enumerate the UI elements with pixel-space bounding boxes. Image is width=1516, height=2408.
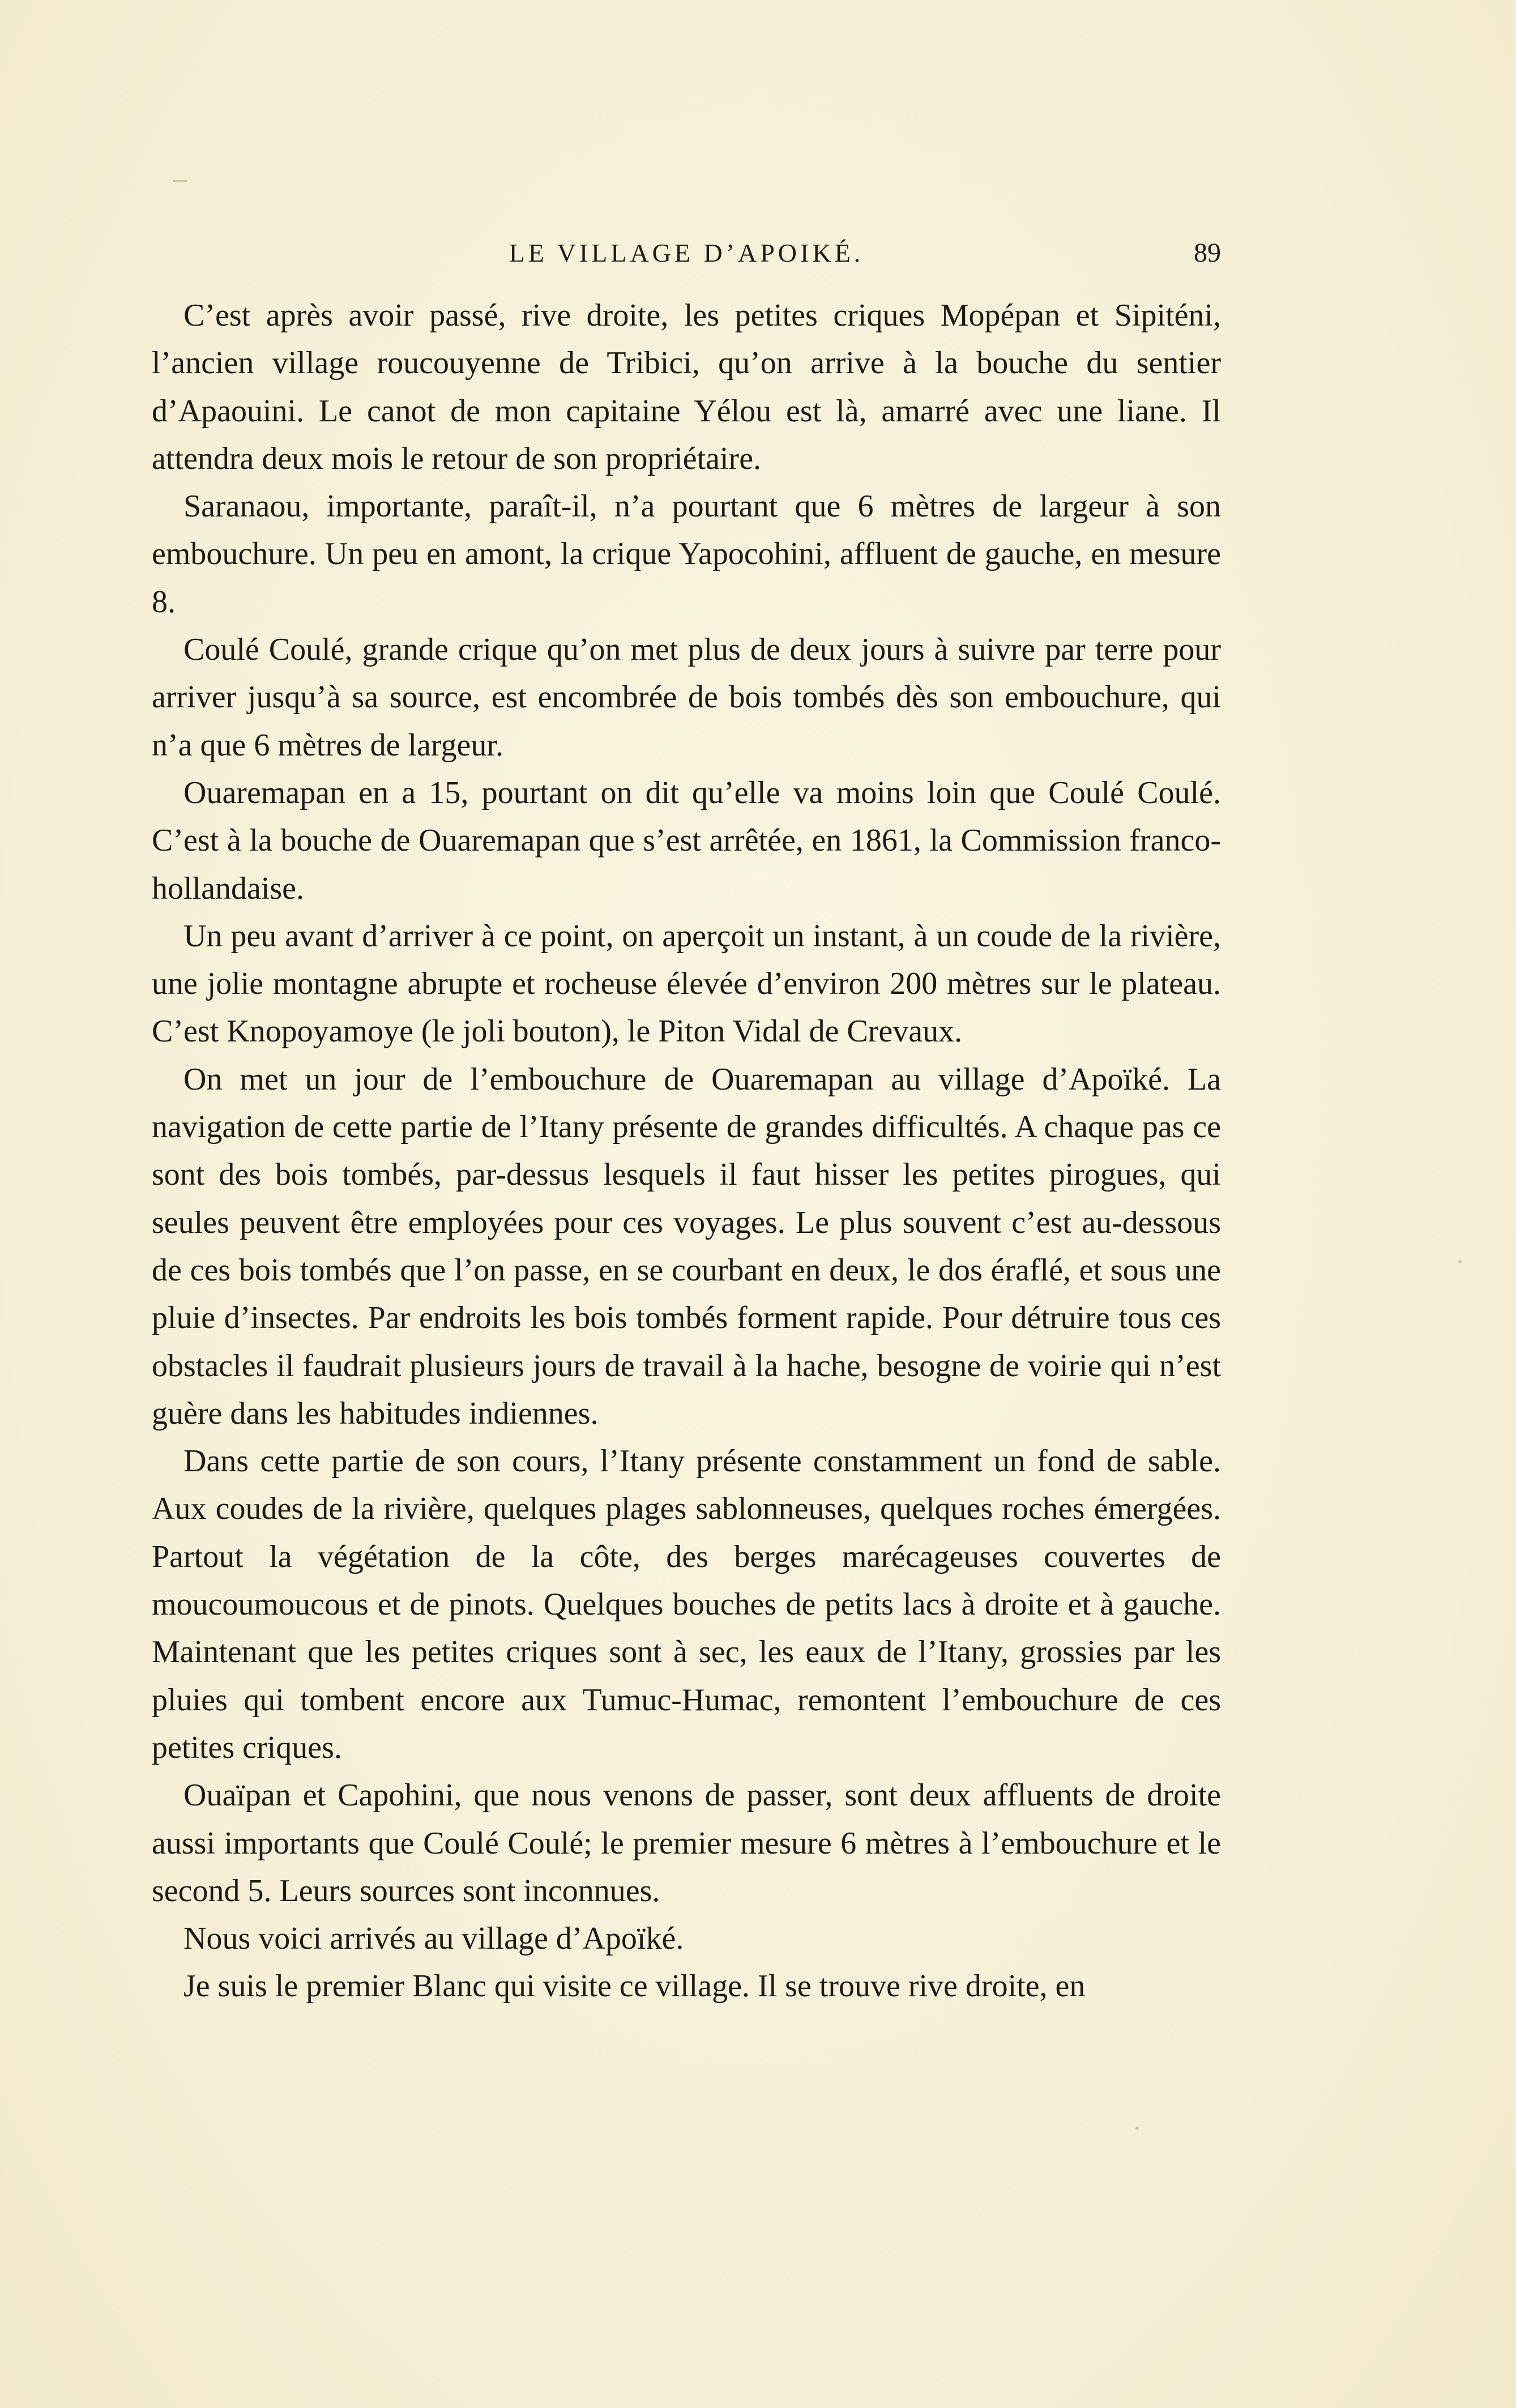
paragraph: On met un jour de l’embouchure de Ouaremapan au village d’Apoïké. La navigation de cette partie de l’Itany présente de grandes difficultés. A chaque pas ce sont des bois tombés, par-dessus lesquels il faut hisser les petites pirogues, qui seules peuvent être employées pour ces voyages. Le plus souvent c’est au-dessous de ces bois tombés que l’on passe, en se courbant en deux, le dos éraflé, et sous une pluie d’insectes. Par endroits les bois tombés forment rapide. Pour détruire tous ces obstacles il faudrait plusieurs jours de travail à la hache, besogne de voirie qui n’est guère dans les habitudes indiennes. (152, 1061, 1221, 1431)
paragraph: Nous voici arrivés au village d’Apoïké. (183, 1921, 684, 1957)
paragraph: Coulé Coulé, grande crique qu’on met plus de deux jours à suivre par terre pour arriver jusqu’à sa source, est encombrée de bois tombés dès son embouchure, qui n’a que 6 mètres de largeur. (152, 632, 1221, 763)
margin-mark (1458, 1260, 1462, 1263)
paragraph: Ouaremapan en a 15, pourtant on dit qu’elle va moins loin que Coulé Coulé. C’est à la bouche de Ouaremapan que s’est arrêtée, en 1861, la Commission franco-hollandaise. (152, 775, 1221, 906)
body-text (152, 292, 1221, 2010)
paragraph: Saranaou, importante, paraît-il, n’a pourtant que 6 mètres de largeur à son embouchure. Un peu en amont, la crique Yapocohini, affluent de gauche, en mesure 8. (152, 489, 1221, 620)
margin-mark (1135, 2127, 1139, 2130)
paragraph: Ouaïpan et Capohini, que nous venons de passer, sont deux affluents de droite aussi importants que Coulé Coulé; le premier mesure 6 mètres à l’embouchure et le second 5. Leurs sources sont inconnues. (152, 1778, 1221, 1909)
paragraph: Je suis le premier Blanc qui visite ce village. Il se trouve rive droite, en (183, 1969, 1086, 2004)
paragraph: Un peu avant d’arriver à ce point, on aperçoit un instant, à un coude de la rivière, une jolie montagne abrupte et rocheuse élevée d’environ 200 mètres sur le plateau. C’est Knopoyamoye (le joli bouton), le Piton Vidal de Crevaux. (152, 918, 1221, 1049)
page-number: 89 (1194, 238, 1221, 268)
margin-mark (173, 180, 187, 182)
running-head (152, 233, 1221, 273)
paragraph: Dans cette partie de son cours, l’Itany présente constamment un fond de sable. Aux coudes de la rivière, quelques plages sablonneuses, quelques roches émergées. Partout la végétation de la côte, des berges marécageuses couvertes de moucoumoucous et de pinots. Quelques bouches de petits lacs à droite et à gauche. Maintenant que les petites criques sont à sec, les eaux de l’Itany, grossies par les pluies qui tombent encore aux Tumuc-Humac, remontent l’embouchure de ces petites criques. (152, 1444, 1221, 1765)
paragraph: C’est après avoir passé, rive droite, les petites criques Mopépan et Sipiténi, l’ancien village roucouyenne de Tribici, qu’on arrive à la bouche du sentier d’Apaouini. Le canot de mon capitaine Yélou est là, amarré avec une liane. Il attendra deux mois le retour de son propriétaire. (152, 298, 1221, 476)
running-title: LE VILLAGE D’APOIKÉ. (509, 238, 864, 267)
